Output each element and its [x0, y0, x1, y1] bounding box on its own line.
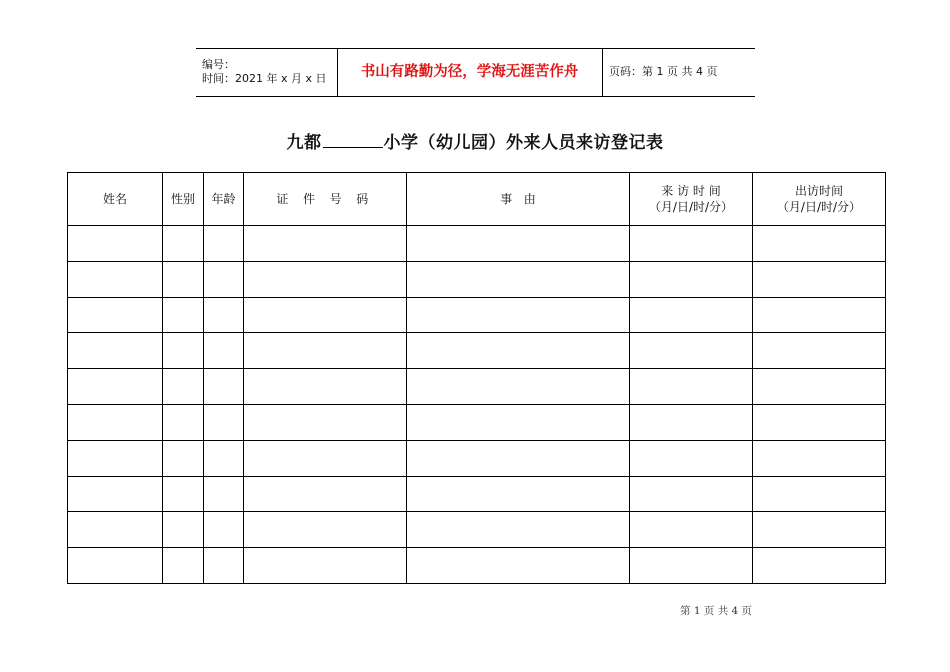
table-cell[interactable] — [753, 404, 886, 440]
page-footer: 第 1 页 共 4 页 — [680, 605, 753, 617]
table-cell[interactable] — [630, 440, 753, 476]
table-cell[interactable] — [407, 226, 630, 262]
table-cell[interactable] — [163, 369, 204, 405]
title-suffix: 小学（幼儿园）外来人员来访登记表 — [383, 133, 664, 153]
table-cell[interactable] — [753, 297, 886, 333]
table-cell[interactable] — [163, 512, 204, 548]
table-row — [68, 548, 886, 584]
table-cell[interactable] — [244, 404, 407, 440]
table-cell[interactable] — [68, 226, 163, 262]
table-cell[interactable] — [753, 440, 886, 476]
table-cell[interactable] — [68, 369, 163, 405]
table-cell[interactable] — [163, 226, 204, 262]
table-header-row — [68, 173, 886, 226]
table-cell[interactable] — [630, 297, 753, 333]
table-cell[interactable] — [244, 333, 407, 369]
table-cell[interactable] — [244, 476, 407, 512]
serial-label: 编号： — [202, 58, 235, 71]
table-cell[interactable] — [244, 440, 407, 476]
table-cell[interactable] — [68, 440, 163, 476]
table-cell[interactable] — [204, 512, 244, 548]
table-cell[interactable] — [204, 440, 244, 476]
table-cell[interactable] — [630, 226, 753, 262]
table-cell[interactable] — [204, 404, 244, 440]
page-info: 页码：第 1 页 共 4 页 — [609, 65, 718, 78]
table-cell[interactable] — [407, 404, 630, 440]
col-header-leave-time: 出访时间 （月/日/时/分） — [753, 173, 886, 226]
table-cell[interactable] — [244, 548, 407, 584]
table-body — [68, 226, 886, 584]
table-cell[interactable] — [204, 476, 244, 512]
table-cell[interactable] — [630, 369, 753, 405]
table-cell[interactable] — [753, 226, 886, 262]
table-cell[interactable] — [407, 261, 630, 297]
table-cell[interactable] — [753, 548, 886, 584]
col-header-visit-time: 来 访 时 间 （月/日/时/分） — [630, 173, 753, 226]
table-cell[interactable] — [204, 297, 244, 333]
table-cell[interactable] — [163, 261, 204, 297]
table-cell[interactable] — [204, 333, 244, 369]
table-cell[interactable] — [630, 476, 753, 512]
table-row — [68, 226, 886, 262]
table-cell[interactable] — [68, 404, 163, 440]
header-meta-cell — [202, 48, 336, 96]
table-cell[interactable] — [407, 333, 630, 369]
col-header-age: 年龄 — [204, 173, 244, 226]
table-row — [68, 476, 886, 512]
table-cell[interactable] — [204, 369, 244, 405]
table-cell[interactable] — [753, 261, 886, 297]
header-divider-right — [602, 48, 603, 96]
table-cell[interactable] — [244, 226, 407, 262]
table-cell[interactable] — [68, 548, 163, 584]
table-cell[interactable] — [163, 476, 204, 512]
table-cell[interactable] — [244, 297, 407, 333]
table-cell[interactable] — [753, 512, 886, 548]
table-row — [68, 404, 886, 440]
table-cell[interactable] — [163, 440, 204, 476]
col-header-name: 姓名 — [68, 173, 163, 226]
table-cell[interactable] — [407, 548, 630, 584]
table-row — [68, 297, 886, 333]
table-cell[interactable] — [68, 333, 163, 369]
table-cell[interactable] — [204, 548, 244, 584]
table-cell[interactable] — [407, 297, 630, 333]
table-cell[interactable] — [163, 404, 204, 440]
header-bottom-rule — [196, 96, 755, 97]
document-title — [0, 128, 950, 153]
table-cell[interactable] — [407, 512, 630, 548]
date-label: 时间：2021 年 x 月 x 日 — [202, 72, 327, 85]
visitor-log-table — [67, 172, 886, 584]
table-row — [68, 261, 886, 297]
col-header-reason: 事 由 — [407, 173, 630, 226]
table-row — [68, 333, 886, 369]
table-cell[interactable] — [753, 369, 886, 405]
table-row — [68, 512, 886, 548]
table-cell[interactable] — [630, 512, 753, 548]
table-cell[interactable] — [630, 261, 753, 297]
col-header-id-number: 证 件 号 码 — [244, 173, 407, 226]
table-cell[interactable] — [204, 261, 244, 297]
table-cell[interactable] — [244, 512, 407, 548]
table-cell[interactable] — [68, 512, 163, 548]
table-cell[interactable] — [407, 369, 630, 405]
table-row — [68, 440, 886, 476]
table-cell[interactable] — [630, 333, 753, 369]
table-cell[interactable] — [244, 369, 407, 405]
col-header-gender: 性别 — [163, 173, 204, 226]
table-cell[interactable] — [407, 476, 630, 512]
table-cell[interactable] — [753, 333, 886, 369]
table-cell[interactable] — [630, 404, 753, 440]
table-cell[interactable] — [68, 261, 163, 297]
table-cell[interactable] — [204, 226, 244, 262]
table-cell[interactable] — [244, 261, 407, 297]
table-cell[interactable] — [68, 297, 163, 333]
table-row — [68, 369, 886, 405]
table-cell[interactable] — [753, 476, 886, 512]
table-cell[interactable] — [163, 333, 204, 369]
table-cell[interactable] — [163, 548, 204, 584]
motto-text: 书山有路勤为径，学海无涯苦作舟 — [360, 64, 579, 80]
table-cell[interactable] — [163, 297, 204, 333]
table-cell[interactable] — [407, 440, 630, 476]
table-cell[interactable] — [68, 476, 163, 512]
title-prefix: 九都 — [286, 133, 322, 153]
table-cell[interactable] — [630, 548, 753, 584]
school-name-blank — [323, 131, 383, 148]
